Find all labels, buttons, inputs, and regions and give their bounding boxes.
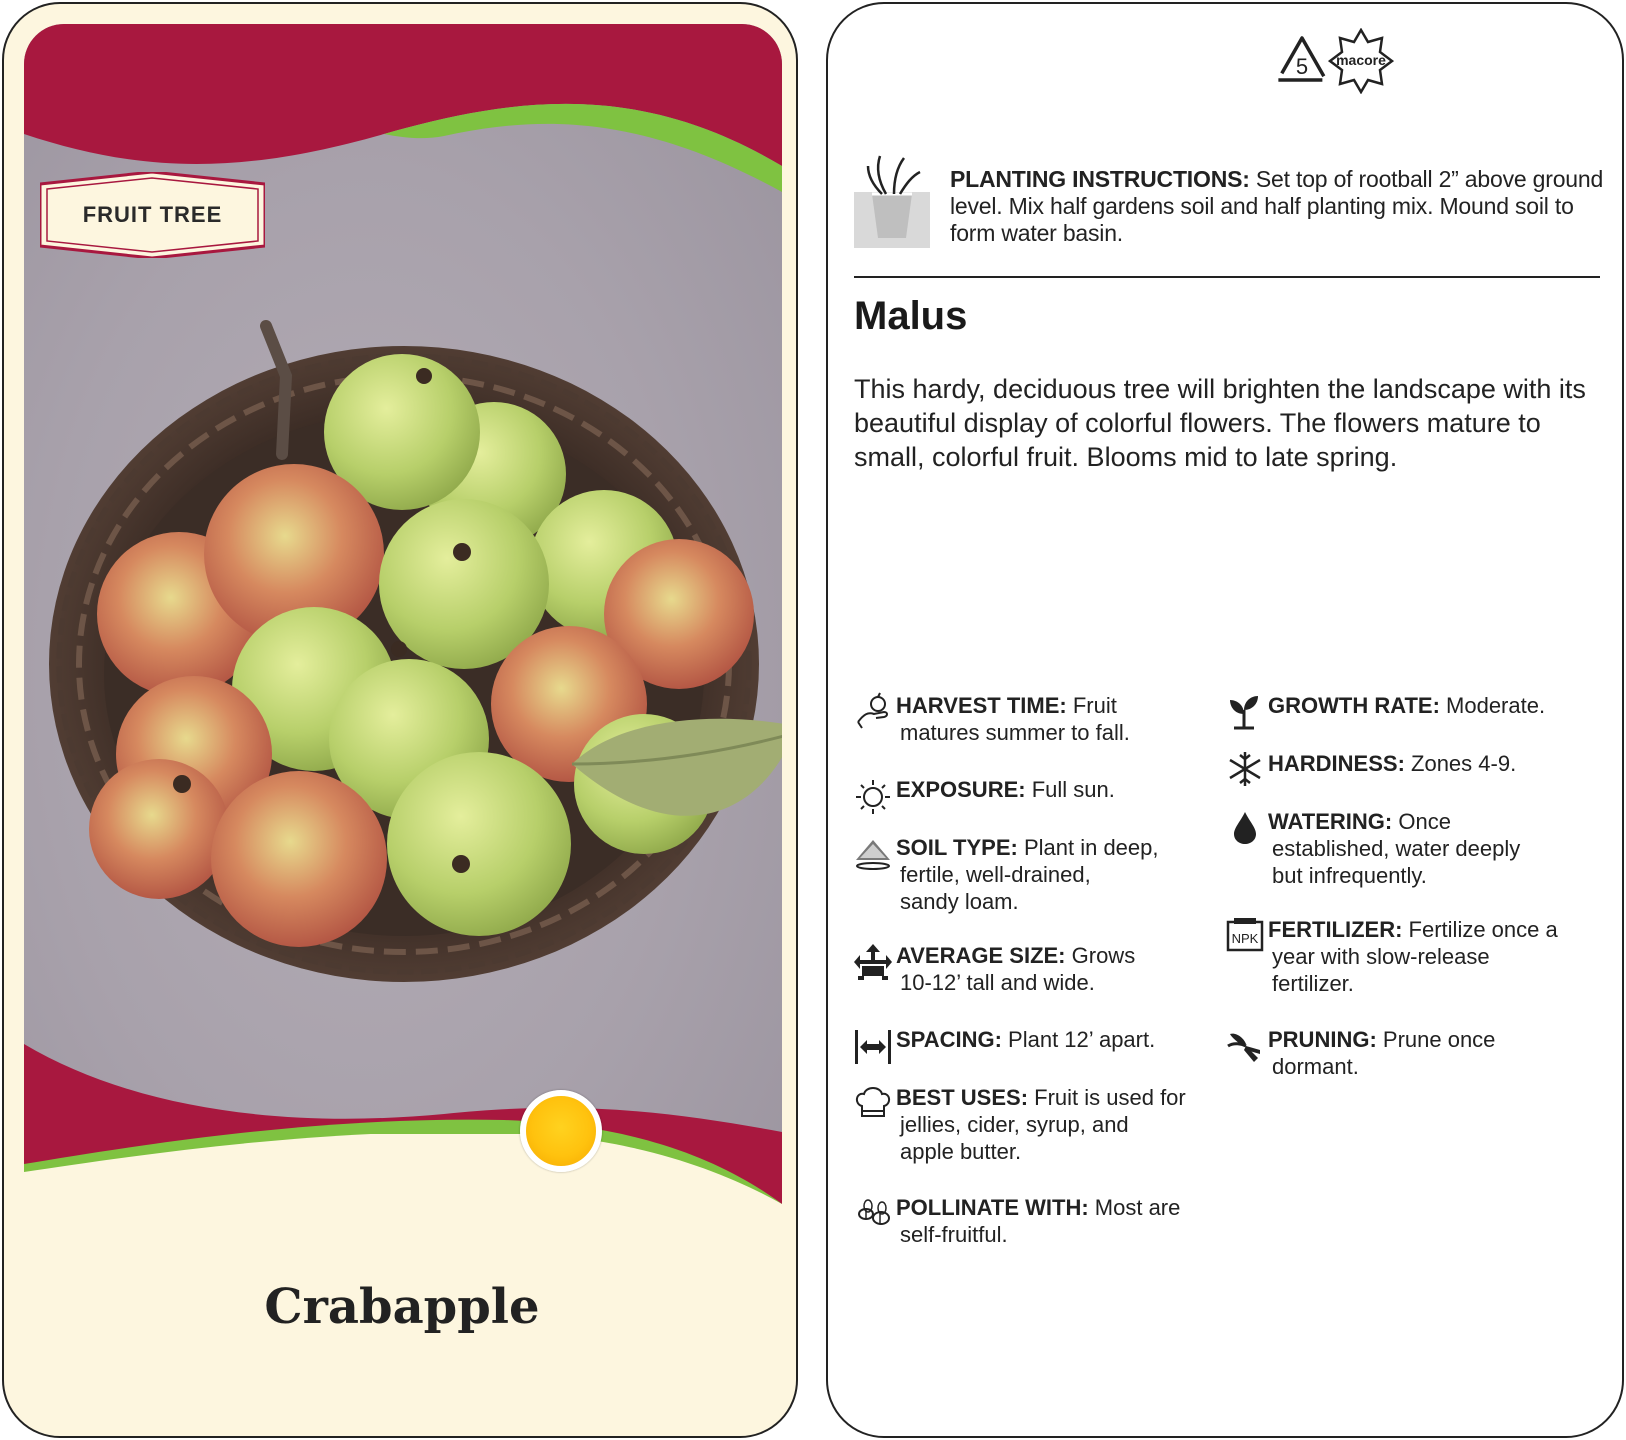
- sun-icon: [854, 776, 892, 814]
- size-arrows-icon: [854, 942, 892, 980]
- macore-logo-icon: [1328, 28, 1394, 94]
- recycle-5-icon: [1274, 34, 1330, 88]
- chef-hat-icon: [854, 1084, 892, 1122]
- bees-icon: [854, 1194, 892, 1232]
- pruners-icon: [1226, 1026, 1264, 1064]
- divider: [854, 276, 1600, 278]
- harvest-hand-icon: [854, 692, 892, 730]
- full-sun-indicator-icon: [520, 1090, 602, 1172]
- spacing-arrows-icon: [854, 1026, 892, 1064]
- back-card: 5 macore PLANTING INSTRUCTIONS: Set top of rootball 2” above ground level. Mix half gardens soil and half planting mix. Mound soil to form water basin. Malus This hardy, deciduous tree will brighten the landscape with its beautiful display of colorful flowers. The flowers mature to small, colorful fruit. Blooms mid to late spring. HARVEST TIME: Fruit matures summer to fall. EXPOSURE: Full sun. SOIL TYPE: Plant in deep, fertile, well-drained, sandy loam. AVERAGE SIZE: Grows 10-12’ tall and wide. SPACING: Plant 12’ apart. BEST USES: Fruit is used for jellies, cider, syrup, and apple butter. POLLINATE WITH: Most are self-fruitful. GROWTH RATE: Moderate. HARDINESS: Zones 4-9. WATERING: Once established, water deeply but infrequently. NPK FERTILIZER: Fertilize once a year with slow-release fertilizer. PRUNING: Prune once dormant.: [826, 2, 1624, 1438]
- cream-wave: [24, 1134, 782, 1204]
- category-label: FRUIT TREE: [82, 202, 223, 227]
- front-card: [2, 2, 798, 1438]
- brand-name: macore: [1336, 52, 1386, 68]
- npk-icon: [1226, 916, 1264, 954]
- category-badge: [40, 172, 265, 258]
- common-name: Crabapple: [264, 1279, 540, 1335]
- snowflake-icon: [1226, 750, 1264, 788]
- planting-text: Set top of rootball 2” above ground level. Mix half gardens soil and half planting mix. Mound soil to form water basin.: [950, 166, 1604, 246]
- water-drop-icon: [1226, 808, 1264, 846]
- recycle-number: 5: [1295, 54, 1309, 79]
- sprout-icon: [1226, 692, 1264, 730]
- potted-plant-icon: [854, 152, 930, 248]
- plant-description: This hardy, deciduous tree will brighten the landscape with its beautiful display of colorful flowers. The flowers mature to small, colorful fruit. Blooms mid to late spring.: [854, 374, 1586, 472]
- npk-text: NPK: [1231, 931, 1259, 946]
- planting-label: PLANTING INSTRUCTIONS:: [950, 166, 1250, 192]
- botanical-name: Malus: [854, 294, 968, 338]
- soil-pile-icon: [854, 834, 892, 872]
- planting-instructions: [854, 152, 1614, 264]
